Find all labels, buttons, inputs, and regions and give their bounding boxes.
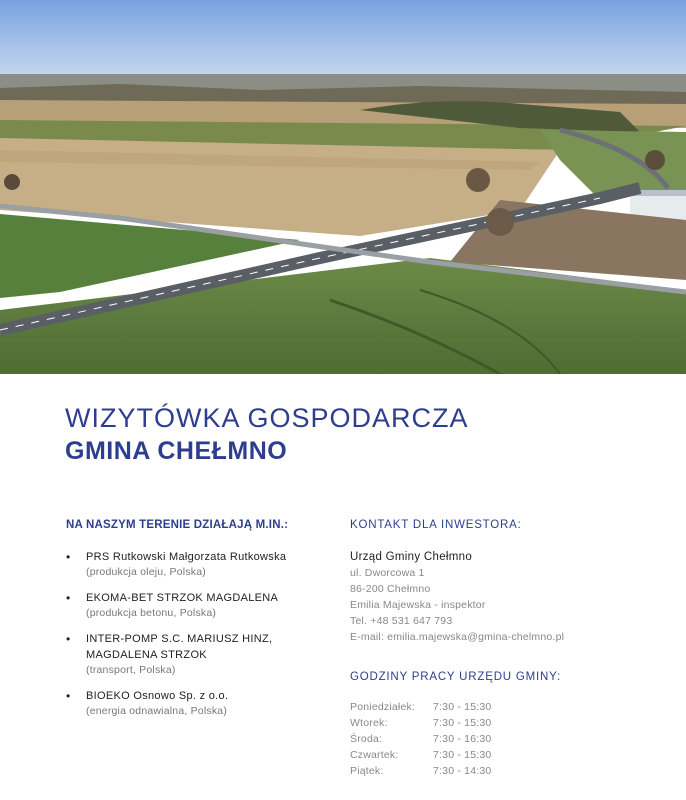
company-name: BIOEKO Osnowo Sp. z o.o. <box>86 690 229 702</box>
list-item <box>66 688 326 719</box>
address-postal: 86-200 Chełmno <box>350 583 431 595</box>
hours-row <box>350 747 670 763</box>
list-item <box>66 631 326 678</box>
hours-row <box>350 715 670 731</box>
company-name: INTER-POMP S.C. MARIUSZ HINZ, <box>86 633 273 645</box>
hours-time: 7:30 - 15:30 <box>433 717 492 729</box>
hours-time: 7:30 - 14:30 <box>433 765 492 777</box>
company-name: EKOMA-BET STRZOK MAGDALENA <box>86 592 279 604</box>
contact-phone: Tel. +48 531 647 793 <box>350 615 453 627</box>
hours-heading: GODZINY PRACY URZĘDU GMINY: <box>350 671 561 683</box>
company-name: PRS Rutkowski Małgorzata Rutkowska <box>86 551 287 563</box>
hours-day: Piątek: <box>350 765 384 777</box>
hours-time: 7:30 - 16:30 <box>433 733 492 745</box>
hours-row <box>350 763 670 779</box>
hours-time: 7:30 - 15:30 <box>433 701 492 713</box>
office-name: Urząd Gminy Chełmno <box>350 551 473 563</box>
company-list <box>66 549 326 719</box>
address-street: ul. Dworcowa 1 <box>350 567 425 579</box>
company-name-continued: MAGDALENA STRZOK <box>86 649 207 661</box>
company-description: (energia odnawialna, Polska) <box>86 705 228 717</box>
companies-section <box>66 517 326 729</box>
hours-table <box>350 699 670 779</box>
company-description: (transport, Polska) <box>86 664 176 676</box>
hours-time: 7:30 - 15:30 <box>433 749 492 761</box>
contact-email: E-mail: emilia.majewska@gmina-chelmno.pl <box>350 631 565 643</box>
hours-day: Wtorek: <box>350 717 388 729</box>
bullet-icon: • <box>66 591 71 605</box>
bullet-icon: • <box>66 632 71 646</box>
company-description: (produkcja oleju, Polska) <box>86 566 206 578</box>
hours-row <box>350 731 670 747</box>
contact-section <box>350 517 670 779</box>
hours-row <box>350 699 670 715</box>
companies-heading: NA NASZYM TERENIE DZIAŁAJĄ M.IN.: <box>66 519 289 531</box>
hours-day: Poniedziałek: <box>350 701 416 713</box>
list-item <box>66 549 326 580</box>
title-line-1: WIZYTÓWKA GOSPODARCZA <box>65 403 469 433</box>
title-line-2: GMINA CHEŁMNO <box>65 437 288 465</box>
hours-day: Czwartek: <box>350 749 399 761</box>
bullet-icon: • <box>66 550 71 564</box>
list-item <box>66 590 326 621</box>
aerial-landscape-photo <box>0 0 686 374</box>
contact-person: Emilia Majewska - inspektor <box>350 599 486 611</box>
hours-day: Środa: <box>350 733 383 745</box>
bullet-icon: • <box>66 689 71 703</box>
company-description: (produkcja betonu, Polska) <box>86 607 217 619</box>
contact-heading: KONTAKT DLA INWESTORA: <box>350 519 522 531</box>
page-title <box>65 401 469 467</box>
